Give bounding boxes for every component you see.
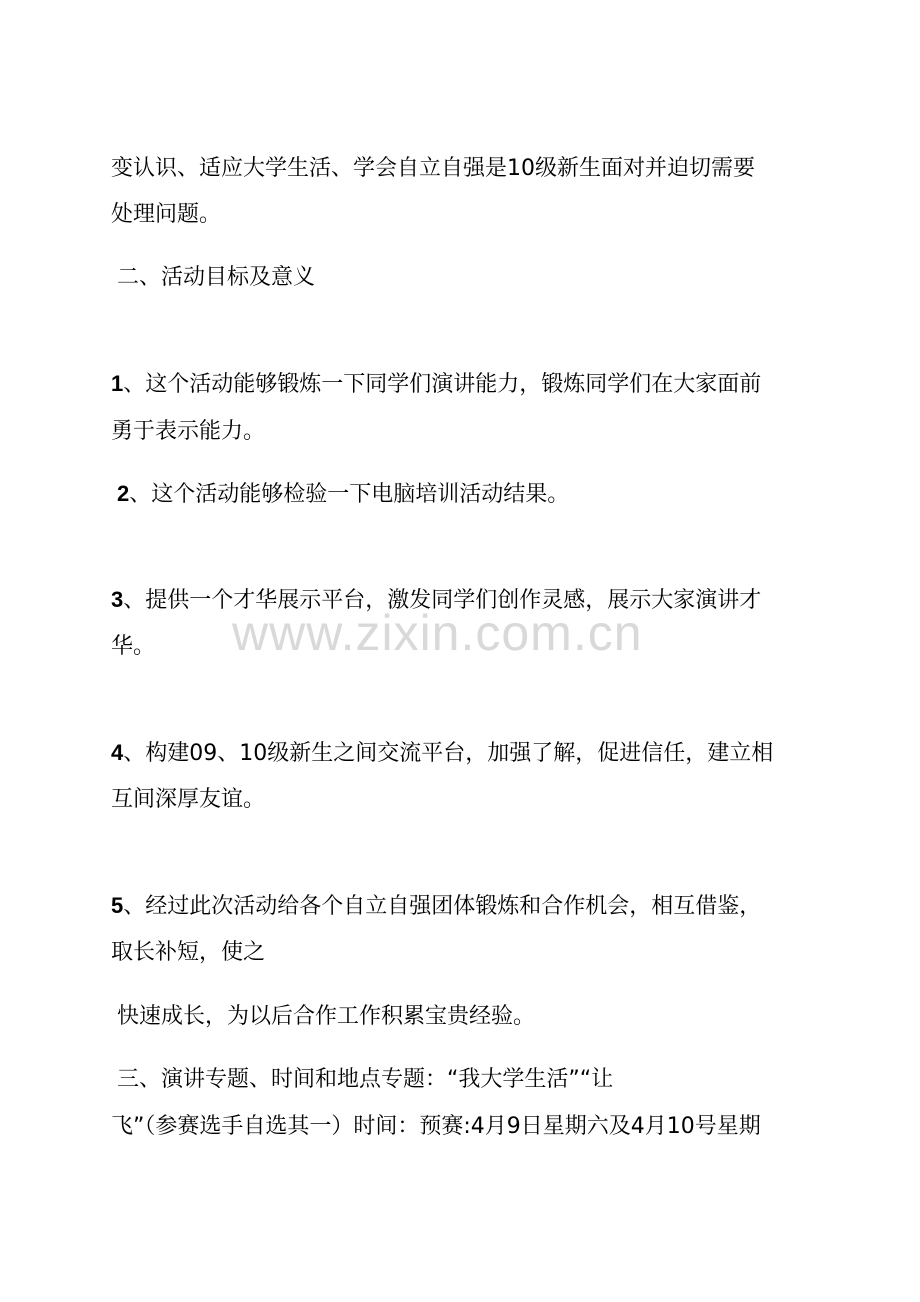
watermark: www.zixin.com.cn <box>232 605 643 661</box>
list-item <box>117 479 569 510</box>
section-heading: 三、演讲专题、时间和地点专题：“我大学生活”“让 <box>117 1067 614 1092</box>
list-item-number: 2 <box>117 481 130 506</box>
list-item <box>111 585 761 616</box>
list-item-text: 、提供一个才华展示平台，激发同学们创作灵感，展示大家演讲才 <box>123 588 762 613</box>
list-item-text: 、这个活动能够检验一下电脑培训活动结果。 <box>129 482 570 507</box>
paragraph-line: 勇于表示能力。 <box>111 419 266 444</box>
section-heading: 二、活动目标及意义 <box>117 265 316 290</box>
paragraph-line: 华。 <box>111 634 156 659</box>
paragraph-line: 飞”（参赛选手自选其一）时间：预赛:4月9日星期六及4月10号星期 <box>111 1114 761 1139</box>
list-item-number: 3 <box>111 587 124 612</box>
list-item-text: 、这个活动能够锻炼一下同学们演讲能力，锻炼同学们在大家面前 <box>123 372 762 397</box>
list-item-text: 、构建09、10级新生之间交流平台，加强了解，促进信任，建立相 <box>123 741 774 766</box>
paragraph-line: 变认识、适应大学生活、学会自立自强是10级新生面对并迫切需要 <box>111 156 755 181</box>
paragraph-line: 互间深厚友谊。 <box>111 787 266 812</box>
list-item-text: 、经过此次活动给各个自立自强团体锻炼和合作机会，相互借鉴， <box>123 894 762 919</box>
list-item-number: 1 <box>111 371 124 396</box>
list-item-number: 5 <box>111 893 124 918</box>
list-item <box>111 369 761 400</box>
list-item <box>111 891 761 922</box>
paragraph-line: 处理问题。 <box>111 202 222 227</box>
paragraph-line: 取长补短，使之 <box>111 940 266 965</box>
list-item-number: 4 <box>111 740 124 765</box>
list-item <box>111 738 773 769</box>
paragraph-line: 快速成长，为以后合作工作积累宝贵经验。 <box>117 1004 536 1029</box>
